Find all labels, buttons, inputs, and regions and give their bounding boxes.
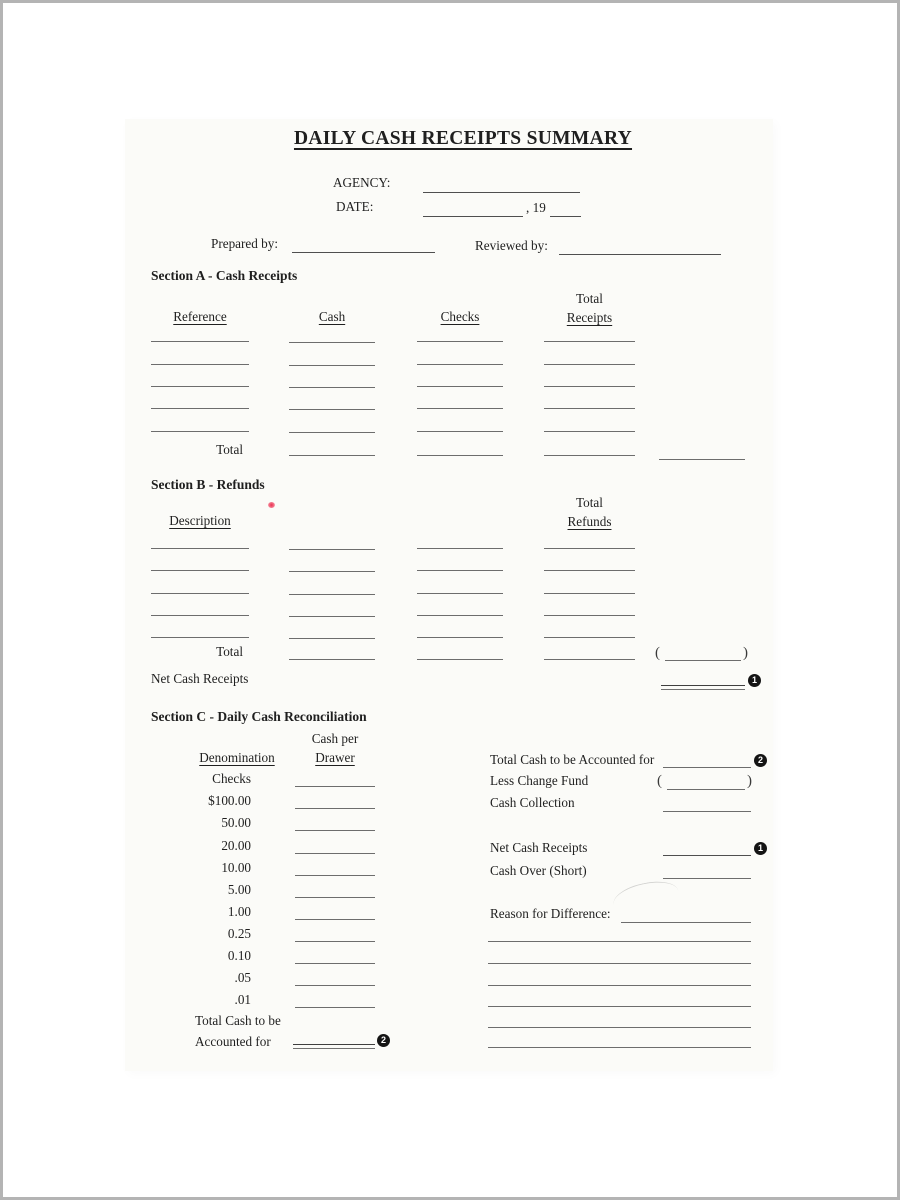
column-header-description: Description bbox=[169, 513, 231, 528]
section-b-row-blank bbox=[417, 548, 503, 549]
column-header-total-receipts-line1: Total bbox=[576, 291, 603, 306]
section-a-total-blank bbox=[544, 455, 635, 456]
section-a-row-blank bbox=[289, 409, 375, 410]
section-a-row-blank bbox=[417, 408, 503, 409]
section-b-row-blank bbox=[289, 616, 375, 617]
reason-ruled-line bbox=[488, 1027, 751, 1028]
denomination-label: .01 bbox=[234, 992, 251, 1007]
section-b-row-blank bbox=[544, 548, 635, 549]
column-header-total-refunds-line1: Total bbox=[576, 495, 603, 510]
total-cash-accounted-label-line1: Total Cash to be bbox=[195, 1013, 281, 1028]
section-a-grand-total-blank bbox=[659, 459, 745, 460]
total-cash-to-be-accounted-label: Total Cash to be Accounted for bbox=[490, 752, 655, 767]
section-a-row-blank bbox=[544, 364, 635, 365]
column-header-denomination: Denomination bbox=[199, 750, 275, 765]
section-a-total-blank bbox=[417, 455, 503, 456]
cash-per-drawer-blank bbox=[295, 963, 375, 964]
section-a-row-blank bbox=[289, 387, 375, 388]
section-b-row-blank bbox=[417, 570, 503, 571]
section-a-row-blank bbox=[151, 364, 249, 365]
denomination-label: .05 bbox=[234, 970, 251, 985]
section-a-row-blank bbox=[151, 431, 249, 432]
section-a-heading: Section A - Cash Receipts bbox=[151, 268, 298, 283]
cash-per-drawer-blank bbox=[295, 808, 375, 809]
section-b-row-blank bbox=[289, 594, 375, 595]
net-cash-receipts-label: Net Cash Receipts bbox=[151, 671, 249, 686]
column-header-cash-per-drawer-line1: Cash per bbox=[311, 731, 359, 746]
cash-over-short-blank bbox=[663, 878, 751, 879]
net-cash-receipts-recon-blank bbox=[663, 855, 751, 856]
section-a-row-blank bbox=[151, 408, 249, 409]
denomination-label: $100.00 bbox=[208, 793, 251, 808]
section-a-row-blank bbox=[151, 386, 249, 387]
reason-ruled-line bbox=[488, 1047, 751, 1048]
reason-ruled-line bbox=[488, 941, 751, 942]
reason-for-difference-label: Reason for Difference: bbox=[490, 906, 611, 921]
section-b-total-blank bbox=[417, 659, 503, 660]
footnote-2-badge: 2 bbox=[754, 754, 767, 767]
less-change-fund-label: Less Change Fund bbox=[490, 773, 589, 788]
section-b-row-blank bbox=[417, 615, 503, 616]
section-b-row-blank bbox=[289, 549, 375, 550]
section-a-row-blank bbox=[417, 386, 503, 387]
section-b-row-blank bbox=[544, 570, 635, 571]
cash-per-drawer-blank bbox=[295, 786, 375, 787]
cash-collection-label: Cash Collection bbox=[490, 795, 575, 810]
section-a-row-blank bbox=[544, 386, 635, 387]
column-header-total-receipts-line2: Receipts bbox=[566, 310, 613, 325]
column-header-checks: Checks bbox=[440, 309, 480, 324]
section-b-row-blank bbox=[151, 637, 249, 638]
open-paren: ( bbox=[655, 645, 660, 661]
red-ink-dot-artifact bbox=[268, 502, 275, 508]
cash-per-drawer-blank bbox=[295, 919, 375, 920]
cash-per-drawer-blank bbox=[295, 830, 375, 831]
section-a-row-blank bbox=[289, 432, 375, 433]
section-b-heading: Section B - Refunds bbox=[151, 477, 265, 492]
column-header-total-refunds-line2: Refunds bbox=[567, 514, 612, 529]
column-header-cash-per-drawer-line2: Drawer bbox=[315, 750, 355, 765]
section-b-total-label: Total bbox=[216, 644, 243, 659]
section-b-row-blank bbox=[544, 615, 635, 616]
net-cash-receipts-recon-label: Net Cash Receipts bbox=[490, 840, 588, 855]
section-a-row-blank bbox=[417, 364, 503, 365]
column-header-cash: Cash bbox=[318, 309, 346, 324]
section-a-row-blank bbox=[417, 431, 503, 432]
section-a-row-blank bbox=[417, 341, 503, 342]
reason-ruled-line bbox=[488, 1006, 751, 1007]
section-b-row-blank bbox=[151, 548, 249, 549]
cash-per-drawer-blank bbox=[295, 875, 375, 876]
section-b-row-blank bbox=[544, 637, 635, 638]
reason-for-difference-blank bbox=[621, 922, 751, 923]
section-b-total-blank bbox=[289, 659, 375, 660]
section-b-row-blank bbox=[417, 593, 503, 594]
cash-per-drawer-blank bbox=[295, 897, 375, 898]
section-a-row-blank bbox=[151, 341, 249, 342]
prepared-by-blank-line bbox=[292, 252, 435, 253]
form-title: DAILY CASH RECEIPTS SUMMARY bbox=[293, 128, 633, 149]
denomination-label: 0.10 bbox=[227, 948, 251, 963]
denomination-label: 0.25 bbox=[227, 926, 251, 941]
section-b-row-blank bbox=[417, 637, 503, 638]
column-header-reference: Reference bbox=[173, 309, 227, 324]
cash-per-drawer-blank bbox=[295, 1007, 375, 1008]
section-b-row-blank bbox=[289, 571, 375, 572]
section-b-total-paren-blank bbox=[665, 660, 741, 661]
footnote-1-badge: 1 bbox=[754, 842, 767, 855]
reason-ruled-line bbox=[488, 985, 751, 986]
section-b-row-blank bbox=[151, 570, 249, 571]
section-c-heading: Section C - Daily Cash Reconciliation bbox=[151, 709, 367, 724]
prepared-by-label: Prepared by: bbox=[211, 236, 279, 251]
section-b-row-blank bbox=[151, 615, 249, 616]
date-label: DATE: bbox=[336, 199, 374, 214]
section-a-total-blank bbox=[289, 455, 375, 456]
section-a-row-blank bbox=[289, 365, 375, 366]
open-paren: ( bbox=[657, 773, 662, 789]
denomination-label: 1.00 bbox=[227, 904, 251, 919]
section-a-row-blank bbox=[544, 341, 635, 342]
cash-over-short-label: Cash Over (Short) bbox=[490, 863, 587, 878]
less-change-fund-blank bbox=[667, 789, 745, 790]
total-cash-accounted-label-line2: Accounted for bbox=[195, 1034, 271, 1049]
cash-per-drawer-blank bbox=[295, 853, 375, 854]
section-a-row-blank bbox=[544, 431, 635, 432]
close-paren: ) bbox=[743, 645, 748, 661]
reason-ruled-line bbox=[488, 963, 751, 964]
footnote-1-badge: 1 bbox=[748, 674, 761, 687]
section-a-row-blank bbox=[544, 408, 635, 409]
section-a-total-label: Total bbox=[216, 442, 243, 457]
date-year-suffix: , 19 bbox=[526, 200, 546, 215]
reviewed-by-blank-line bbox=[559, 254, 721, 255]
section-b-row-blank bbox=[289, 638, 375, 639]
section-a-row-blank bbox=[289, 342, 375, 343]
agency-blank-line bbox=[423, 192, 580, 193]
close-paren: ) bbox=[747, 773, 752, 789]
cash-collection-blank bbox=[663, 811, 751, 812]
denomination-label: 50.00 bbox=[221, 815, 251, 830]
net-cash-receipts-blank bbox=[661, 685, 745, 690]
cash-per-drawer-blank bbox=[295, 985, 375, 986]
section-b-row-blank bbox=[544, 593, 635, 594]
denomination-label: Checks bbox=[212, 771, 251, 786]
denomination-label: 20.00 bbox=[221, 838, 251, 853]
total-cash-to-be-accounted-blank bbox=[663, 767, 751, 768]
section-b-row-blank bbox=[151, 593, 249, 594]
reviewed-by-label: Reviewed by: bbox=[475, 238, 548, 253]
footnote-2-badge: 2 bbox=[377, 1034, 390, 1047]
total-cash-accounted-blank bbox=[293, 1044, 375, 1049]
date-year-blank-line bbox=[550, 216, 581, 217]
section-b-total-blank bbox=[544, 659, 635, 660]
agency-label: AGENCY: bbox=[333, 175, 391, 190]
cash-per-drawer-blank bbox=[295, 941, 375, 942]
denomination-label: 5.00 bbox=[227, 882, 251, 897]
date-blank-line bbox=[423, 216, 523, 217]
denomination-label: 10.00 bbox=[221, 860, 251, 875]
